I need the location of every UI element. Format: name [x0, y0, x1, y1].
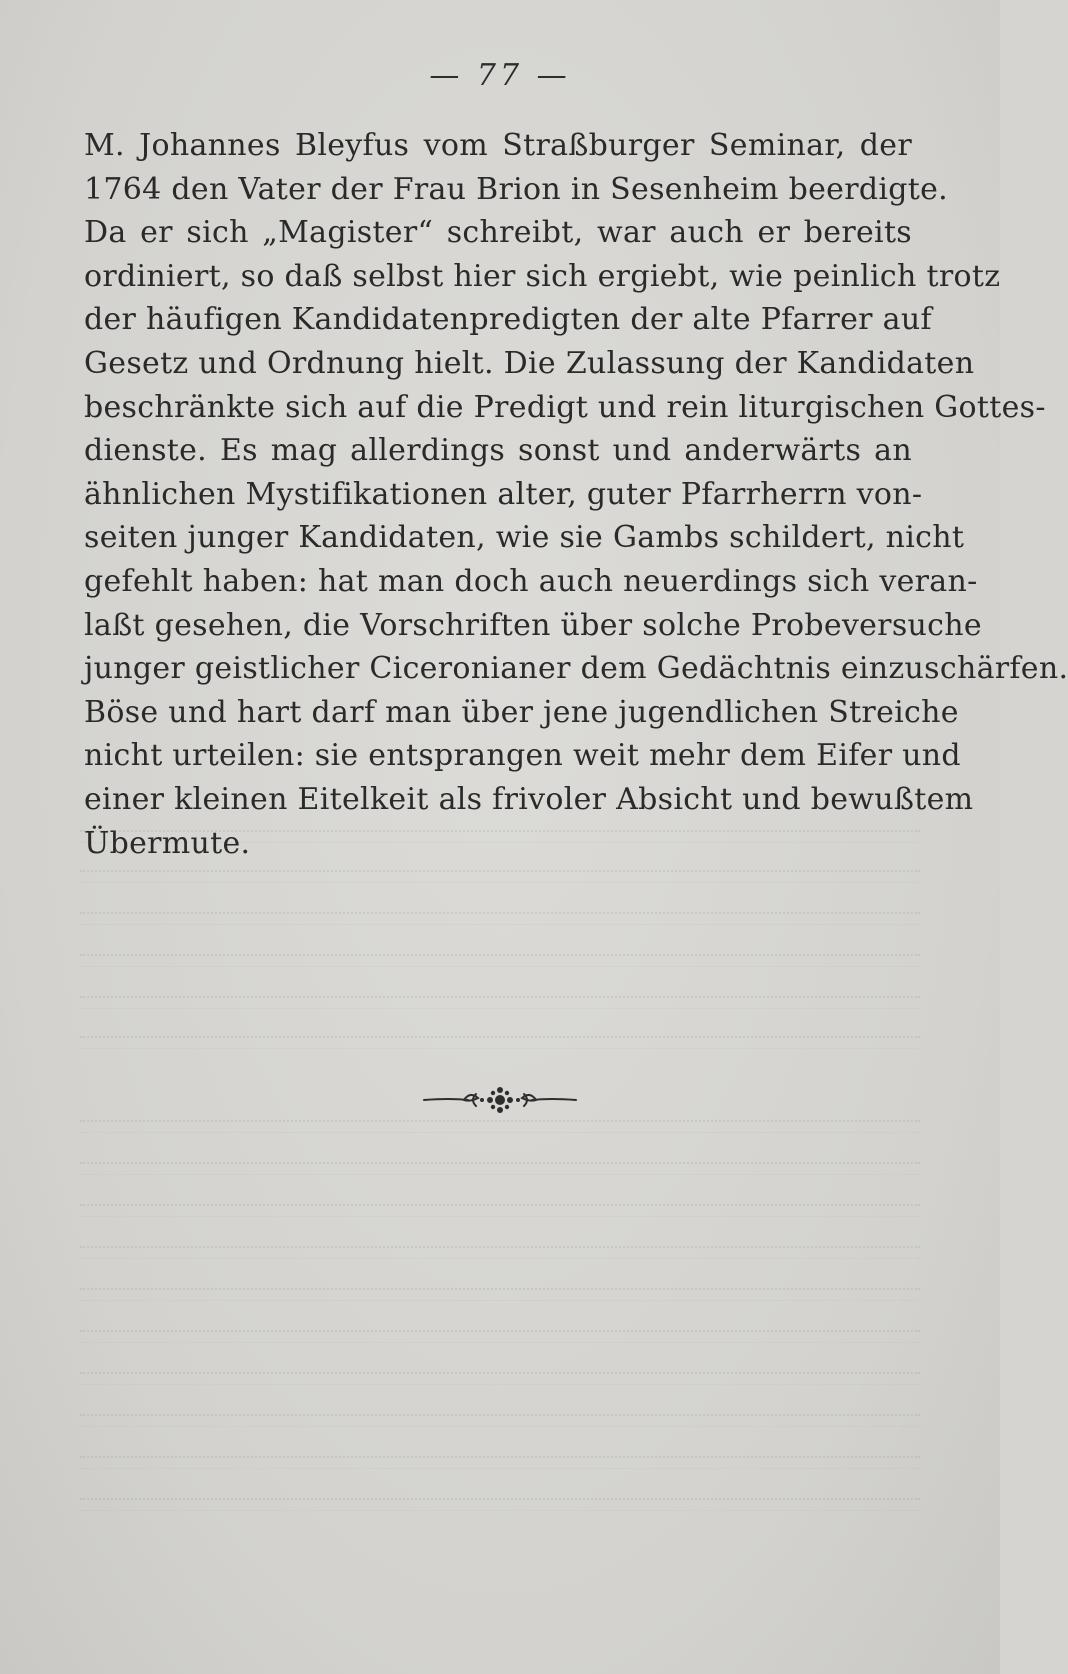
- text-line: junger geistlicher Ciceronianer dem Gedächtnis einzuschärfen.: [84, 651, 1068, 687]
- bleed-through-line: [80, 1120, 920, 1133]
- text-line: 1764 den Vater der Frau Brion in Sesenheim beerdigte.: [84, 171, 948, 207]
- text-line: der häufigen Kandidatenpredigten der alte Pfarrer auf: [84, 302, 932, 338]
- bleed-through-line: [80, 1288, 920, 1301]
- bleed-through-line: [80, 870, 920, 883]
- text-line: seiten junger Kandidaten, wie sie Gambs schildert, nicht: [84, 520, 965, 556]
- text-line: einer kleinen Eitelkeit als frivoler Absicht und bewußtem: [84, 781, 974, 817]
- bleed-through-line: [80, 1456, 920, 1469]
- fleuron-ornament-icon: [420, 1082, 580, 1118]
- bleed-through-line: [80, 1036, 920, 1049]
- text-line: gefehlt haben: hat man doch auch neuerdings sich veran-: [84, 563, 978, 599]
- bleed-through-line: [80, 912, 920, 925]
- text-line: nicht urteilen: sie entsprangen weit mehr dem Eifer und: [84, 738, 961, 774]
- bleed-through-line: [80, 1162, 920, 1175]
- bleed-through-line: [80, 1204, 920, 1217]
- text-line: beschränkte sich auf die Predigt und rein liturgischen Gottes-: [84, 389, 1046, 425]
- text-line: Böse und hart darf man über jene jugendlichen Streiche: [84, 694, 959, 730]
- text-line: dienste. Es mag allerdings sonst und anderwärts an: [84, 433, 912, 469]
- text-line: laßt gesehen, die Vorschriften über solche Probeversuche: [84, 607, 982, 643]
- text-line: Übermute.: [84, 825, 251, 861]
- bleed-through-line: [80, 1498, 920, 1511]
- text-line: Gesetz und Ordnung hielt. Die Zulassung der Kandidaten: [84, 345, 975, 381]
- text-line: Da er sich „Magister“ schreibt, war auch er bereits: [84, 215, 912, 251]
- page-number: — 77 —: [429, 58, 571, 93]
- bleed-through-line: [80, 1372, 920, 1385]
- bleed-through-line: [80, 1414, 920, 1427]
- bleed-through-line: [80, 954, 920, 967]
- body-text: [84, 124, 1068, 865]
- text-line: ähnlichen Mystifikationen alter, guter Pfarrherrn von-: [84, 476, 923, 512]
- bleed-through-line: [80, 1330, 920, 1343]
- bleed-through-line: [80, 1246, 920, 1259]
- text-line: M. Johannes Bleyfus vom Straßburger Seminar, der: [84, 128, 912, 163]
- text-line: ordiniert, so daß selbst hier sich ergiebt, wie peinlich trotz: [84, 258, 1001, 294]
- bleed-through-line: [80, 996, 920, 1009]
